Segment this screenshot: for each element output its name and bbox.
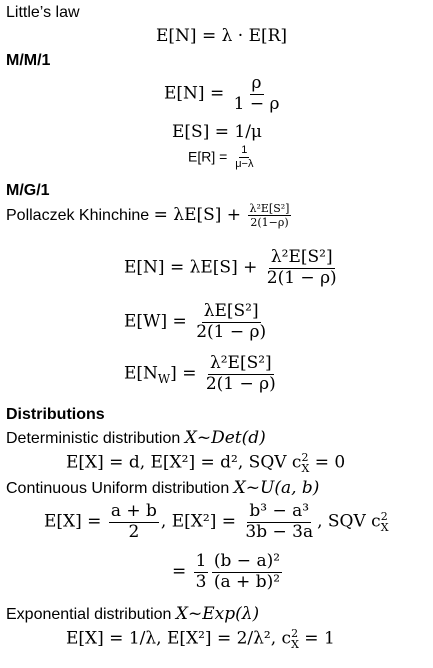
uniform-c-sub: X: [380, 521, 389, 535]
mg1-pk-fraction: [248, 202, 292, 229]
uniform-c-eq-sign: =: [172, 561, 187, 582]
uniform-notation: X~U(a, b): [233, 478, 320, 498]
mg1-title: M/G/1: [6, 182, 50, 199]
exp-equation: [66, 628, 335, 650]
mg1-pk-label: Pollaczek Khinchine: [6, 206, 150, 224]
mm1-title: M/M/1: [6, 52, 51, 69]
mm1-er-denominator: μ−λ: [235, 158, 254, 171]
mm1-en-equation: [164, 74, 283, 114]
mg1-en-equation: [124, 248, 341, 288]
uniform-ex2-lhs: , E[X²] =: [160, 511, 236, 532]
exp-c-sup: 2: [291, 627, 299, 640]
uniform-c-scripts: [381, 511, 389, 533]
mm1-er-lhs: E[R] =: [188, 148, 228, 165]
mm1-en-lhs: E[N] =: [164, 83, 225, 104]
det-c-sup: 2: [301, 451, 309, 464]
exp-c-scripts: [291, 628, 299, 650]
mm1-er-numerator: 1: [239, 144, 249, 158]
mm1-er-fraction: [233, 144, 255, 171]
uniform-c-denominator-a: 3: [195, 571, 207, 592]
uniform-c-numerator-a: 1: [195, 551, 207, 571]
littles-law-title: Little’s law: [6, 4, 80, 21]
uniform-c-denominator-b: (a + b)²: [213, 571, 281, 592]
mm1-en-fraction: [232, 74, 282, 114]
mg1-enw-subscript: W: [157, 371, 171, 386]
uniform-label: Continuous Uniform distribution: [6, 480, 230, 497]
mg1-enw-numerator: λ²E[S²]: [209, 353, 272, 373]
mg1-enw-rhs: ] =: [170, 363, 197, 384]
det-notation: X~Det(d): [184, 428, 266, 448]
mg1-ew-denominator: 2(1 − ρ): [196, 321, 267, 342]
uniform-ex-fraction: [109, 502, 159, 542]
det-eq-main: E[X] = d, E[X²] = d², SQV c: [66, 452, 302, 473]
det-c-sub: X: [301, 462, 310, 475]
uniform-ex2-denominator: 3b − 3a: [245, 521, 314, 542]
uniform-heading: [6, 478, 319, 498]
mg1-enw-denominator: 2(1 − ρ): [205, 373, 276, 394]
uniform-c-equation: [172, 552, 284, 592]
mg1-ew-fraction: [194, 302, 268, 342]
mg1-en-lhs: E[N] = λE[S] +: [124, 257, 258, 278]
exp-eq-main: E[X] = 1/λ, E[X²] = 2/λ², c: [66, 628, 292, 649]
mg1-en-numerator: λ²E[S²]: [270, 247, 333, 267]
exp-notation: X~Exp(λ): [175, 604, 260, 624]
exp-heading: [6, 604, 259, 624]
uniform-ex-lhs: E[X] =: [44, 511, 102, 532]
exp-c-sub: X: [291, 638, 299, 651]
mg1-pk-lhs: = λE[S] +: [153, 204, 242, 225]
uniform-sqv-label: , SQV c: [317, 511, 381, 532]
det-equation: [66, 452, 345, 474]
littles-law-equation: E[N] = λ · E[R]: [156, 26, 288, 46]
mm1-en-numerator: ρ: [251, 73, 262, 93]
mm1-es-equation: E[S] = 1/μ: [172, 122, 262, 142]
det-heading: [6, 428, 266, 448]
mg1-enw-equation: [124, 354, 280, 394]
uniform-c-fraction-a: [194, 552, 209, 592]
uniform-moments-equation: [44, 502, 389, 542]
mg1-enw-lhs: E[N: [124, 363, 158, 384]
uniform-c-sup: 2: [380, 510, 388, 524]
mg1-ew-lhs: E[W] =: [124, 311, 187, 332]
mg1-en-denominator: 2(1 − ρ): [266, 267, 337, 288]
mg1-pk-numerator: λ²E[S²]: [249, 202, 290, 215]
distributions-title: Distributions: [6, 406, 105, 423]
exp-eq-tail: = 1: [298, 628, 335, 649]
uniform-c-fraction-b: [212, 552, 282, 592]
uniform-ex-denominator: 2: [128, 521, 140, 542]
mg1-ew-numerator: λE[S²]: [203, 301, 259, 321]
mg1-enw-fraction: [204, 354, 278, 394]
uniform-c-numerator-b: (b − a)²: [213, 551, 281, 571]
mg1-ew-equation: [124, 302, 270, 342]
mg1-pk-denominator: 2(1−ρ): [250, 216, 289, 230]
uniform-ex-numerator: a + b: [110, 501, 157, 521]
det-label: Deterministic distribution: [6, 430, 181, 447]
uniform-ex2-fraction: [243, 502, 315, 542]
det-eq-tail: = 0: [309, 452, 346, 473]
mm1-er-equation: [188, 144, 257, 171]
mm1-en-denominator: 1 − ρ: [233, 93, 280, 114]
mg1-pk-equation: [6, 202, 293, 229]
mg1-en-fraction: [265, 248, 339, 288]
exp-label: Exponential distribution: [6, 606, 172, 623]
uniform-ex2-numerator: b³ − a³: [249, 501, 310, 521]
